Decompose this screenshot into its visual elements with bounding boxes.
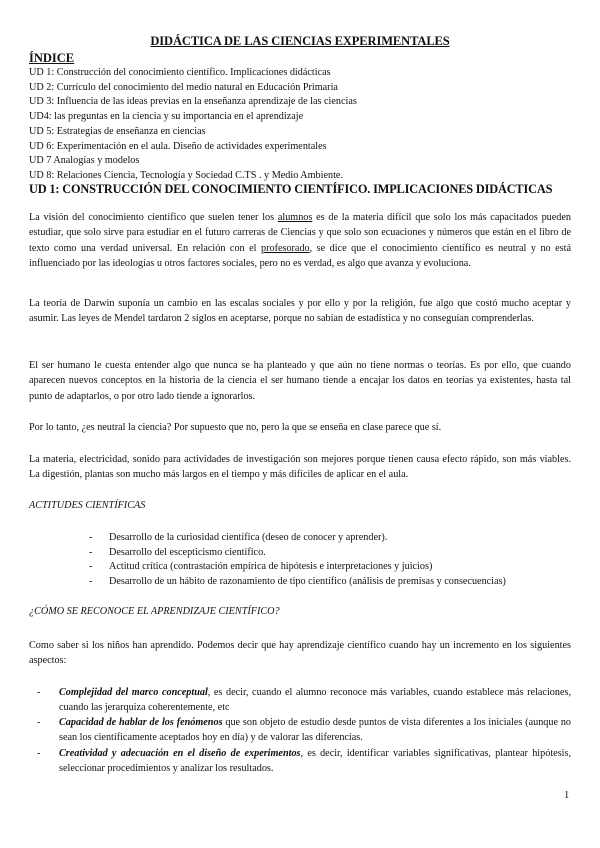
page-number: 1 <box>564 790 570 801</box>
paragraph-darwin: La teoría de Darwin suponía un cambio en las escalas sociales y por ello y por la religión, fue algo que costó mucho aceptar y asumir. Las leyes de Mendel tardaron 2 siglos en aceptarse, porque no sabían de estadística y no conseguían comprenderlas. <box>29 298 571 325</box>
list-item-text: Desarrollo de un hábito de razonamiento de tipo científico (análisis de premisas y consecuencias) <box>109 575 506 587</box>
actitudes-list <box>89 531 506 589</box>
index-item: UD 6: Experimentación en el aula. Diseño de actividades experimentales <box>29 140 327 152</box>
paragraph-vision <box>29 210 571 271</box>
paragraph-ser-humano: El ser humano le cuesta entender algo que nunca se ha planteado y que aún no tiene normas o teorías. Es por ello, que cuando aparecen nuevos conceptos en la historia de la ciencia el ser humano tiende a encajar los datos en teorías ya existentes, hasta tal punto de adaptarlos, o por otro lado tiende a ignorarlos. <box>29 360 571 402</box>
index-item: UD4: las preguntas en la ciencia y su importancia en el aprendizaje <box>29 111 304 123</box>
index-item: UD 1: Construcción del conocimiento científico. Implicaciones didácticas <box>29 67 331 78</box>
document-title: DIDÁCTICA DE LAS CIENCIAS EXPERIMENTALES <box>150 34 450 48</box>
paragraph-text: , se dice que el conocimiento científico es neutral y no está influenciado por las ideologías u otros factores sociales, pero no es verdad, es algo que avanza y evoluciona. <box>29 242 571 269</box>
aspect-term: Capacidad de hablar de los fenómenos <box>59 717 223 729</box>
list-item-text: Actitud crítica (contrastación empírica de hipótesis e interpretaciones y juicios) <box>109 561 433 573</box>
index-item: UD 3: Influencia de las ideas previas en la enseñanza aprendizaje de las ciencias <box>29 96 357 108</box>
dash-marker: - <box>89 532 93 543</box>
alumnos-link-text: alumnos <box>277 212 313 223</box>
aspect-text: , es decir, cuando el alumno reconoce más variables, cuando establece más relaciones, cuando las jerarquiza coherentemente, etc <box>59 687 571 713</box>
index-item: UD 2: Currículo del conocimiento del medio natural en Educación Primaria <box>29 81 338 93</box>
paragraph-text: es de la materia difícil que solo los más capacitados pueden estudiar, que solo sirve para estudiar en el futuro carreras de Ciencias y que solo son ecuaciones y números que están en el libro de texto como una verdad universal. En relación con el <box>29 212 571 254</box>
profesorado-link-text: profesorado <box>260 242 310 254</box>
paragraph-text: La visión del conocimiento científico que suelen tener los <box>29 212 278 223</box>
como-heading: ¿CÓMO SE RECONOCE EL APRENDIZAJE CIENTÍFICO? <box>29 606 280 617</box>
aspect-text: , es decir, identificar variables significativas, plantear hipótesis, seleccionar procedimientos y analizar los resultados. <box>59 747 571 774</box>
index-list <box>29 66 357 184</box>
list-item <box>89 531 506 546</box>
actitudes-heading: ACTITUDES CIENTÍFICAS <box>29 500 146 511</box>
list-item <box>89 575 506 590</box>
aspectos-list <box>37 686 571 777</box>
aspect-term: Creatividad y adecuación en el diseño de experimentos <box>59 747 301 759</box>
list-item <box>37 716 571 745</box>
index-item: UD 5: Estrategias de enseñanza en ciencias <box>29 125 206 137</box>
list-item-text: Desarrollo del escepticismo científico. <box>109 546 266 558</box>
dash-marker: - <box>37 717 41 729</box>
aspect-text: que son objeto de estudio desde puntos de vista diferentes a los iniciales (aunque no sean los científicamente aceptados hoy en día) y de valorar las diferencias. <box>59 717 572 744</box>
list-item <box>89 560 506 575</box>
paragraph-neutral: Por lo tanto, ¿es neutral la ciencia? Por supuesto que no, pero la que se enseña en clase parece que sí. <box>29 422 442 433</box>
paragraph-como-saber: Como saber si los niños han aprendido. Podemos decir que hay aprendizaje científico cuando hay un incremento en los siguientes aspectos: <box>29 640 571 667</box>
dash-marker: - <box>37 687 41 698</box>
aspect-term: Complejidad del marco conceptual <box>59 687 208 698</box>
index-item: UD 7 Analogías y modelos <box>29 155 140 167</box>
list-item-text: Desarrollo de la curiosidad científica (deseo de conocer y aprender). <box>109 532 388 543</box>
index-heading: ÍNDICE <box>29 51 75 65</box>
paragraph-materia: La materia, electricidad, sonido para actividades de investigación son mejores porque tienen causa efecto rápido, son más viables. La digestión, plantas son mucho más largos en el tiempo y más difíciles de aplicar en el aula. <box>29 454 571 481</box>
list-item <box>37 686 571 715</box>
list-item <box>89 546 506 561</box>
ud1-heading: UD 1: CONSTRUCCIÓN DEL CONOCIMIENTO CIENTÍFICO. IMPLICACIONES DIDÁCTICAS <box>29 182 553 196</box>
dash-marker: - <box>37 747 41 759</box>
dash-marker: - <box>89 575 93 587</box>
index-item: UD 8: Relaciones Ciencia, Tecnología y Sociedad C.TS . y Medio Ambiente. <box>29 169 344 181</box>
dash-marker: - <box>89 561 93 573</box>
list-item <box>37 747 571 776</box>
dash-marker: - <box>89 546 93 558</box>
